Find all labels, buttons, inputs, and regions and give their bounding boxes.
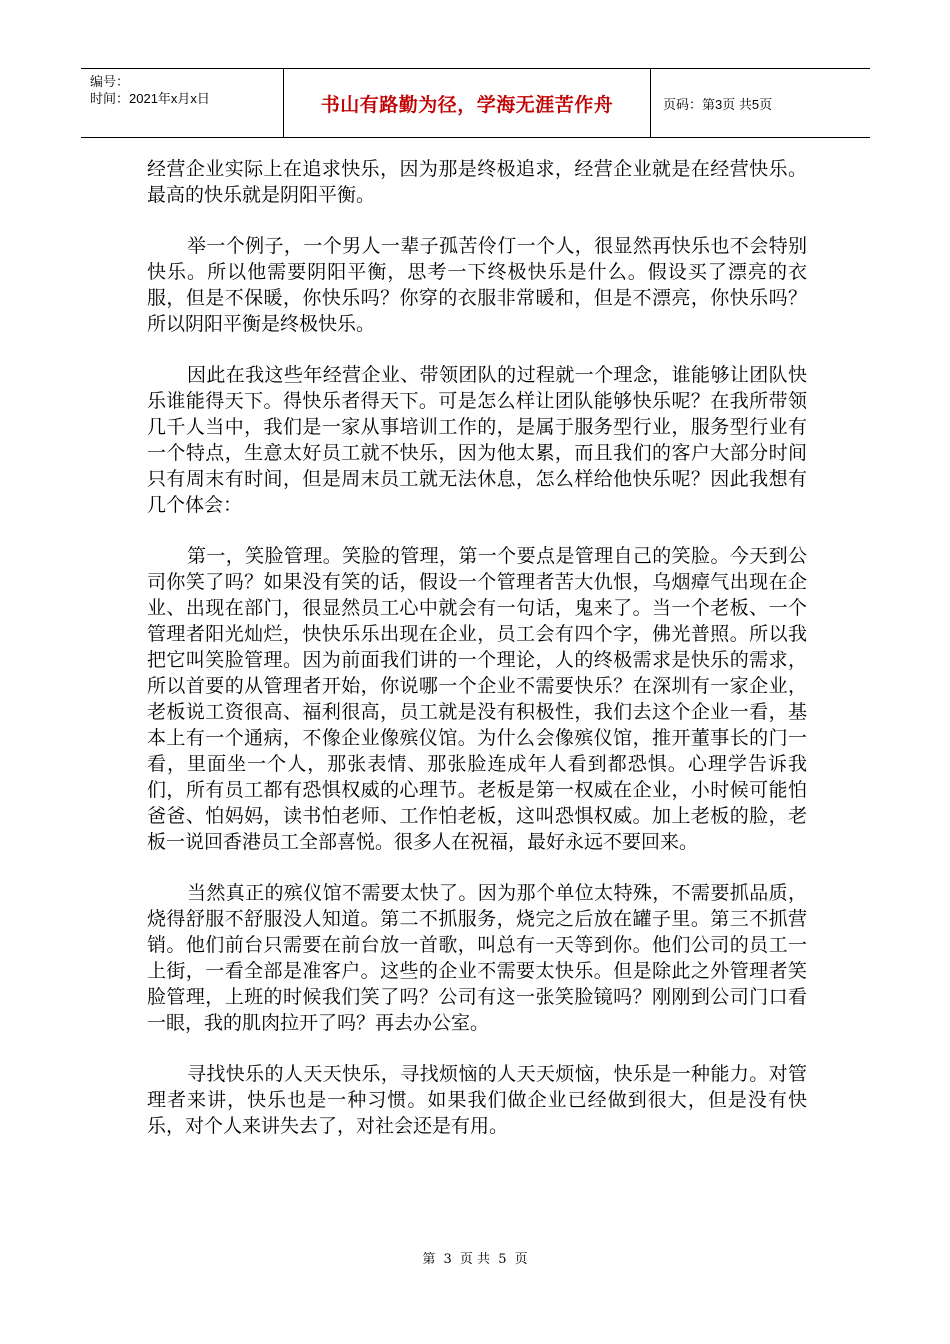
paragraph: 举一个例子，一个男人一辈子孤苦伶仃一个人，很显然再快乐也不会特别快乐。所以他需要阴阳平衡，思考一下终极快乐是什么。假设买了漂亮的衣服，但是不保暖，你快乐吗？你穿的衣服非常暖和，但是不漂亮，你快乐吗？所以阴阳平衡是终极快乐。 — [147, 235, 807, 335]
footer-current-page: 3 — [443, 1252, 452, 1267]
paragraph: 经营企业实际上在追求快乐，因为那是终极追求，经营企业就是在经营快乐。最高的快乐就是阴阳平衡。 — [147, 158, 807, 206]
header-meta — [81, 69, 284, 137]
document-body — [147, 156, 807, 1164]
page-footer — [0, 1248, 950, 1267]
footer-suffix: 页 — [514, 1252, 528, 1267]
header-motto: 书山有路勤为径，学海无涯苦作舟 — [284, 69, 651, 137]
header-page-info: 页码：第3页 共5页 — [663, 96, 773, 112]
paragraph: 因此在我这些年经营企业、带领团队的过程就一个理念，谁能够让团队快乐谁能得天下。得快乐者得天下。可是怎么样让团队能够快乐呢？在我所带领几千人当中，我们是一家从事培训工作的，是属于服务型行业，服务型行业有一个特点，生意太好员工就不快乐，因为他太累，而且我们的客户大部分时间只有周末有时间，但是周末员工就无法休息，怎么样给他快乐呢？因此我想有几个体会： — [147, 364, 807, 516]
footer-total-pages: 5 — [498, 1252, 507, 1267]
page-header — [81, 68, 870, 138]
number-label: 编号： — [90, 74, 130, 89]
footer-prefix: 第 — [422, 1252, 436, 1267]
paragraph: 寻找快乐的人天天快乐，寻找烦恼的人天天烦恼，快乐是一种能力。对管理者来讲，快乐也是一种习惯。如果我们做企业已经做到很大，但是没有快乐，对个人来讲失去了，对社会还是有用。 — [147, 1063, 807, 1137]
paragraph: 第一，笑脸管理。笑脸的管理，第一个要点是管理自己的笑脸。今天到公司你笑了吗？如果没有笑的话，假设一个管理者苦大仇恨，乌烟瘴气出现在企业、出现在部门，很显然员工心中就会有一句话，鬼来了。当一个老板、一个管理者阳光灿烂，快快乐乐出现在企业，员工会有四个字，佛光普照。所以我把它叫笑脸管理。因为前面我们讲的一个理论，人的终极需求是快乐的需求，所以首要的从管理者开始，你说哪一个企业不需要快乐？在深圳有一家企业，老板说工资很高、福利很高，员工就是没有积极性，我们去这个企业一看，基本上有一个通病，不像企业像殡仪馆。为什么会像殡仪馆，推开董事长的门一看，里面坐一个人，那张表情、那张脸连成年人看到都恐惧。心理学告诉我们，所有员工都有恐惧权威的心理节。老板是第一权威在企业，小时候可能怕爸爸、怕妈妈，读书怕老师、工作怕老板，这叫恐惧权威。加上老板的脸，老板一说回香港员工全部喜悦。很多人在祝福，最好永远不要回来。 — [147, 545, 807, 853]
footer-middle: 页 共 — [459, 1252, 491, 1267]
paragraph: 当然真正的殡仪馆不需要太快了。因为那个单位太特殊，不需要抓品质，烧得舒服不舒服没人知道。第二不抓服务，烧完之后放在罐子里。第三不抓营销。他们前台只需要在前台放一首歌，叫总有一天等到你。他们公司的员工一上街，一看全部是准客户。这些的企业不需要太快乐。但是除此之外管理者笑脸管理，上班的时候我们笑了吗？公司有这一张笑脸镜吗？刚刚到公司门口看一眼，我的肌肉拉开了吗？再去办公室。 — [147, 882, 807, 1034]
time-label: 时间：2021年x月x日 — [90, 91, 210, 106]
